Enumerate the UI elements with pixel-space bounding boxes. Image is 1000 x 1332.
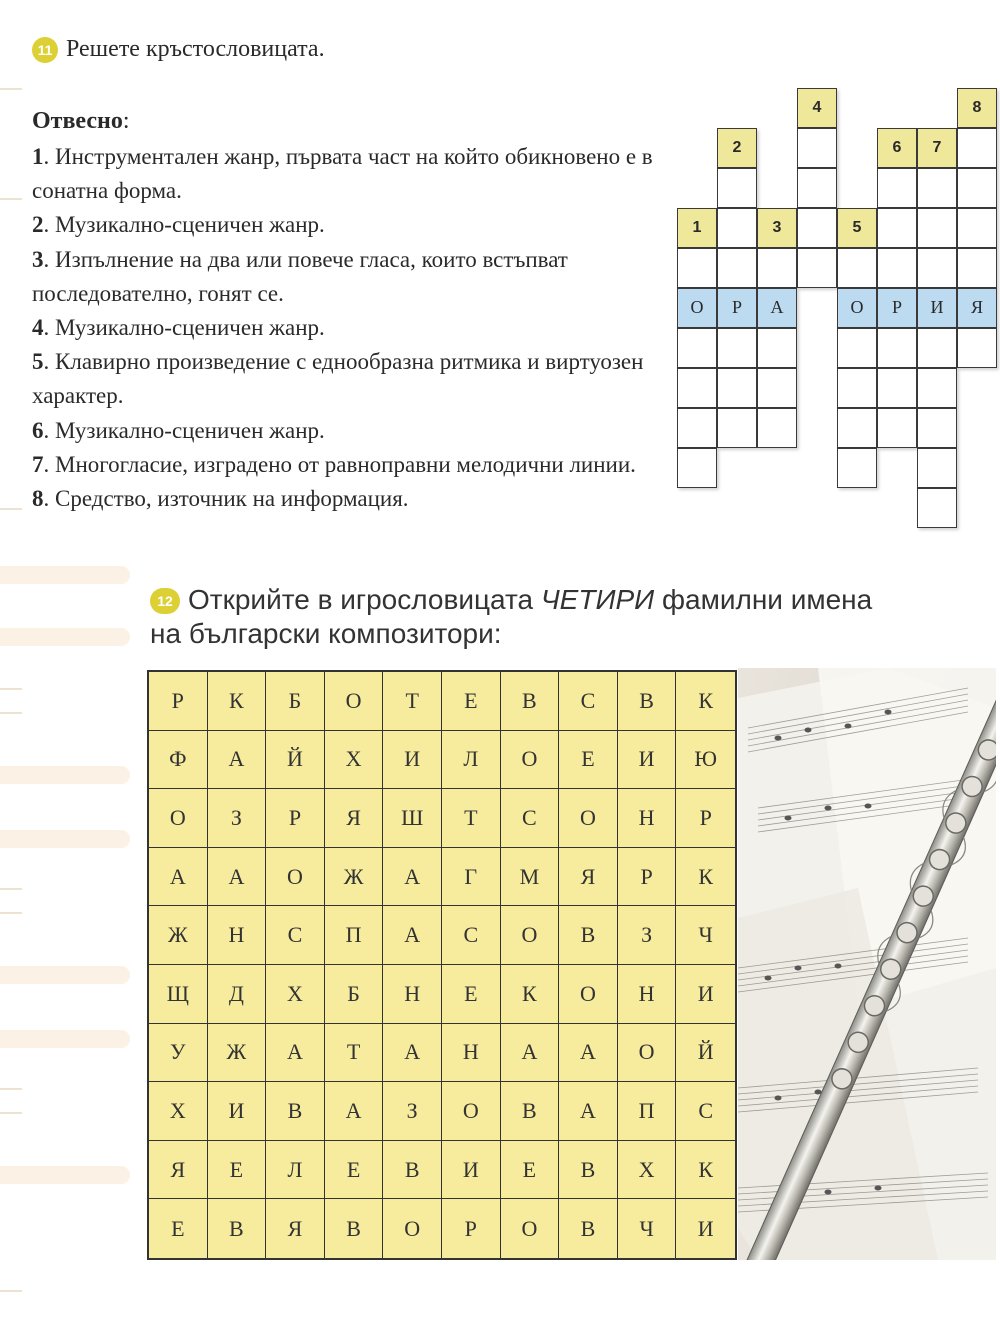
word-search-cell[interactable]: О: [501, 731, 560, 790]
word-search-cell[interactable]: Р: [618, 848, 677, 907]
word-search-cell[interactable]: О: [266, 848, 325, 907]
word-search-cell[interactable]: Ш: [383, 789, 442, 848]
clue-list: [32, 140, 682, 516]
crossword-answer-cell[interactable]: А: [757, 288, 797, 328]
word-search-cell[interactable]: Х: [149, 1082, 208, 1141]
clue-item: 2. Музикално-сценичен жанр.: [32, 212, 325, 238]
crossword-empty-cell[interactable]: [877, 408, 917, 448]
crossword-empty-cell[interactable]: [837, 328, 877, 368]
crossword-number-cell[interactable]: 1: [677, 208, 717, 248]
crossword-number-cell[interactable]: 5: [837, 208, 877, 248]
crossword-number-cell[interactable]: 7: [917, 128, 957, 168]
word-search-cell[interactable]: З: [208, 789, 267, 848]
word-search-cell[interactable]: В: [618, 672, 677, 731]
crossword-empty-cell[interactable]: [877, 368, 917, 408]
word-search-cell[interactable]: А: [325, 1082, 384, 1141]
word-search-cell[interactable]: С: [676, 1082, 735, 1141]
word-search-cell[interactable]: С: [442, 906, 501, 965]
word-search-cell[interactable]: С: [501, 789, 560, 848]
word-search-cell[interactable]: И: [618, 731, 677, 790]
crossword-empty-cell[interactable]: [877, 168, 917, 208]
crossword-empty-cell[interactable]: [677, 408, 717, 448]
crossword-empty-cell[interactable]: [877, 248, 917, 288]
word-search-cell[interactable]: Т: [383, 672, 442, 731]
crossword-empty-cell[interactable]: [717, 208, 757, 248]
word-search-cell[interactable]: Е: [149, 1199, 208, 1258]
word-search-cell[interactable]: Б: [266, 672, 325, 731]
word-search-cell[interactable]: В: [501, 1082, 560, 1141]
word-search-cell[interactable]: А: [149, 848, 208, 907]
word-search-cell[interactable]: Й: [676, 1024, 735, 1083]
crossword-empty-cell[interactable]: [797, 248, 837, 288]
crossword-empty-cell[interactable]: [917, 448, 957, 488]
word-search-cell[interactable]: И: [697, 1215, 714, 1241]
word-search-cell[interactable]: А: [266, 1024, 325, 1083]
word-search-cell[interactable]: Х: [618, 1141, 677, 1200]
crossword-empty-cell[interactable]: [677, 448, 717, 488]
crossword-number-cell[interactable]: 2: [717, 128, 757, 168]
word-search-cell[interactable]: Ч: [618, 1199, 677, 1258]
word-search-cell[interactable]: Ф: [149, 731, 208, 790]
word-search-cell[interactable]: У: [149, 1024, 208, 1083]
word-search-cell[interactable]: Е: [208, 1141, 267, 1200]
crossword-empty-cell[interactable]: [837, 448, 877, 488]
word-search-cell[interactable]: Л: [442, 731, 501, 790]
word-search-cell[interactable]: З: [383, 1082, 442, 1141]
crossword-empty-cell[interactable]: [717, 328, 757, 368]
word-search-cell[interactable]: А: [383, 906, 442, 965]
crossword-empty-cell[interactable]: [757, 248, 797, 288]
word-search-cell[interactable]: А: [383, 848, 442, 907]
crossword-empty-cell[interactable]: [917, 248, 957, 288]
word-search-cell[interactable]: Н: [618, 789, 677, 848]
word-search-cell[interactable]: Р: [676, 789, 735, 848]
word-search-cell[interactable]: Р: [266, 789, 325, 848]
word-search-cell[interactable]: Щ: [149, 965, 208, 1024]
emphasized-word: ЧЕТИРИ: [540, 584, 655, 615]
word-search-cell[interactable]: О: [559, 789, 618, 848]
word-search-cell[interactable]: Х: [266, 965, 325, 1024]
crossword-number-cell[interactable]: 8: [957, 88, 997, 128]
clue-item: 4. Музикално-сценичен жанр.: [32, 315, 325, 341]
crossword-answer-cell[interactable]: Р: [717, 288, 757, 328]
word-search-cell[interactable]: Н: [442, 1024, 501, 1083]
crossword-empty-cell[interactable]: [917, 168, 957, 208]
crossword-empty-cell[interactable]: [837, 248, 877, 288]
word-search-cell[interactable]: Д: [208, 965, 267, 1024]
word-search-cell[interactable]: Н: [208, 906, 267, 965]
word-search-cell[interactable]: А: [208, 731, 267, 790]
crossword-empty-cell[interactable]: [917, 328, 957, 368]
clue-item: 5. Клавирно произведение с еднообразна ритмика и виртуозен характер.: [32, 349, 644, 409]
word-search-cell[interactable]: З: [618, 906, 677, 965]
crossword-empty-cell[interactable]: [877, 208, 917, 248]
word-search-cell[interactable]: О: [149, 789, 208, 848]
crossword-empty-cell[interactable]: [917, 408, 957, 448]
crossword-empty-cell[interactable]: [797, 128, 837, 168]
word-search-cell[interactable]: Л: [266, 1141, 325, 1200]
word-search-cell[interactable]: Б: [325, 965, 384, 1024]
word-search-cell[interactable]: В: [208, 1199, 267, 1258]
word-search-cell[interactable]: Е: [442, 965, 501, 1024]
word-search-cell[interactable]: К: [676, 1141, 735, 1200]
word-search-cell[interactable]: О: [618, 1024, 677, 1083]
word-search-grid: [147, 670, 737, 1260]
word-search-cell[interactable]: Я: [325, 789, 384, 848]
word-search-cell[interactable]: К: [501, 965, 560, 1024]
word-search-cell[interactable]: Ю: [676, 731, 735, 790]
crossword-empty-cell[interactable]: [917, 208, 957, 248]
word-search-cell[interactable]: В: [559, 906, 618, 965]
crossword-answer-cell[interactable]: О: [677, 288, 717, 328]
crossword-number-cell[interactable]: 4: [797, 88, 837, 128]
word-search-cell[interactable]: А: [501, 1024, 560, 1083]
word-search-cell[interactable]: К: [676, 848, 735, 907]
word-search-cell[interactable]: А: [383, 1024, 442, 1083]
word-search-cell[interactable]: Н: [383, 965, 442, 1024]
crossword-empty-cell[interactable]: [757, 368, 797, 408]
word-search-cell[interactable]: Е: [442, 672, 501, 731]
clue-item: 8. Средство, източник на информация.: [32, 486, 409, 512]
word-search-cell[interactable]: В: [325, 1199, 384, 1258]
word-search-cell[interactable]: К: [208, 672, 267, 731]
word-search-cell[interactable]: И: [442, 1141, 501, 1200]
clue-item: 3. Изпълнение на два или повече гласа, които встъпват последователно, гонят се.: [32, 246, 568, 306]
crossword-empty-cell[interactable]: [717, 408, 757, 448]
word-search-cell[interactable]: А: [559, 1024, 618, 1083]
crossword-answer-cell[interactable]: Р: [877, 288, 917, 328]
crossword-empty-cell[interactable]: [797, 168, 837, 208]
word-search-cell[interactable]: Я: [559, 848, 618, 907]
word-search-cell[interactable]: Я: [266, 1199, 325, 1258]
crossword-empty-cell[interactable]: [677, 248, 717, 288]
word-search-cell[interactable]: Ж: [149, 906, 208, 965]
crossword-empty-cell[interactable]: [797, 208, 837, 248]
crossword-empty-cell[interactable]: [677, 328, 717, 368]
word-search-cell[interactable]: П: [325, 906, 384, 965]
word-search-cell[interactable]: М: [501, 848, 560, 907]
word-search-cell[interactable]: С: [266, 906, 325, 965]
word-search-cell[interactable]: И: [676, 965, 735, 1024]
crossword-empty-cell[interactable]: [957, 128, 997, 168]
word-search-cell[interactable]: О: [501, 1199, 560, 1258]
crossword-number-cell[interactable]: 6: [877, 128, 917, 168]
crossword-empty-cell[interactable]: [957, 168, 997, 208]
word-search-cell[interactable]: В: [559, 1141, 618, 1200]
clue-item: 7. Многогласие, изградено от равноправни мелодични линии.: [32, 451, 636, 477]
crossword-empty-cell[interactable]: [757, 328, 797, 368]
word-search-cell[interactable]: А: [208, 848, 267, 907]
clue-item: 1. Инструментален жанр, първата част на който обикновено е в сонатна форма.: [32, 144, 653, 204]
word-search-cell[interactable]: В: [266, 1082, 325, 1141]
word-search-cell[interactable]: О: [559, 965, 618, 1024]
word-search-cell[interactable]: О: [501, 906, 560, 965]
word-search-cell[interactable]: Т: [442, 789, 501, 848]
word-search-cell[interactable]: Г: [442, 848, 501, 907]
word-search-cell[interactable]: Ж: [208, 1024, 267, 1083]
word-search-cell[interactable]: Р: [149, 672, 208, 731]
word-search-cell[interactable]: А: [559, 1082, 618, 1141]
word-search-cell[interactable]: В: [559, 1199, 618, 1258]
exercise-number-badge: 11: [32, 37, 58, 63]
exercise-11-title: [32, 36, 325, 63]
crossword-empty-cell[interactable]: [717, 248, 757, 288]
exercise-11-instruction: Решете кръстословицата.: [66, 36, 325, 62]
word-search-cell[interactable]: В: [383, 1141, 442, 1200]
crossword-empty-cell[interactable]: [917, 368, 957, 408]
vertical-clues-heading: Отвесно:: [32, 108, 130, 134]
word-search-cell[interactable]: Н: [618, 965, 677, 1024]
word-search-cell[interactable]: С: [559, 672, 618, 731]
word-search-cell[interactable]: Т: [325, 1024, 384, 1083]
crossword-empty-cell[interactable]: [957, 208, 997, 248]
word-search-cell[interactable]: Р: [442, 1199, 501, 1258]
word-search-cell[interactable]: Я: [149, 1141, 208, 1200]
crossword-empty-cell[interactable]: [957, 248, 997, 288]
word-search-cell[interactable]: Ж: [325, 848, 384, 907]
crossword-empty-cell[interactable]: [717, 168, 757, 208]
word-search-cell[interactable]: Е: [559, 731, 618, 790]
word-search-cell[interactable]: И: [383, 731, 442, 790]
crossword-empty-cell[interactable]: [837, 408, 877, 448]
exercise-number-badge: 12: [150, 588, 180, 614]
crossword-empty-cell[interactable]: [757, 408, 797, 448]
word-search-cell[interactable]: П: [618, 1082, 677, 1141]
crossword-empty-cell[interactable]: [837, 368, 877, 408]
crossword-empty-cell[interactable]: [717, 368, 757, 408]
word-search-cell[interactable]: Е: [501, 1141, 560, 1200]
crossword-number-cell[interactable]: 3: [757, 208, 797, 248]
word-search-cell[interactable]: О: [383, 1199, 442, 1258]
word-search-cell[interactable]: К: [676, 672, 735, 731]
crossword-empty-cell[interactable]: [877, 328, 917, 368]
word-search-cell[interactable]: Й: [266, 731, 325, 790]
crossword-empty-cell[interactable]: [917, 488, 957, 528]
word-search-cell[interactable]: О: [325, 672, 384, 731]
flute-sheet-music-photo: [738, 668, 996, 1260]
crossword-empty-cell[interactable]: [957, 328, 997, 368]
crossword-empty-cell[interactable]: [677, 368, 717, 408]
word-search-cell[interactable]: Е: [325, 1141, 384, 1200]
word-search-cell[interactable]: И: [208, 1082, 267, 1141]
word-search-cell[interactable]: Х: [325, 731, 384, 790]
exercise-12-title: 12 Открийте в игрословицата ЧЕТИРИ фамилни имена на български композитори:: [150, 584, 873, 649]
crossword-answer-cell[interactable]: И: [917, 288, 957, 328]
crossword-answer-cell[interactable]: О: [837, 288, 877, 328]
word-search-cell[interactable]: О: [442, 1082, 501, 1141]
word-search-cell[interactable]: В: [501, 672, 560, 731]
crossword-answer-cell[interactable]: Я: [957, 288, 997, 328]
word-search-cell[interactable]: Ч: [676, 906, 735, 965]
clue-item: 6. Музикално-сценичен жанр.: [32, 417, 325, 443]
